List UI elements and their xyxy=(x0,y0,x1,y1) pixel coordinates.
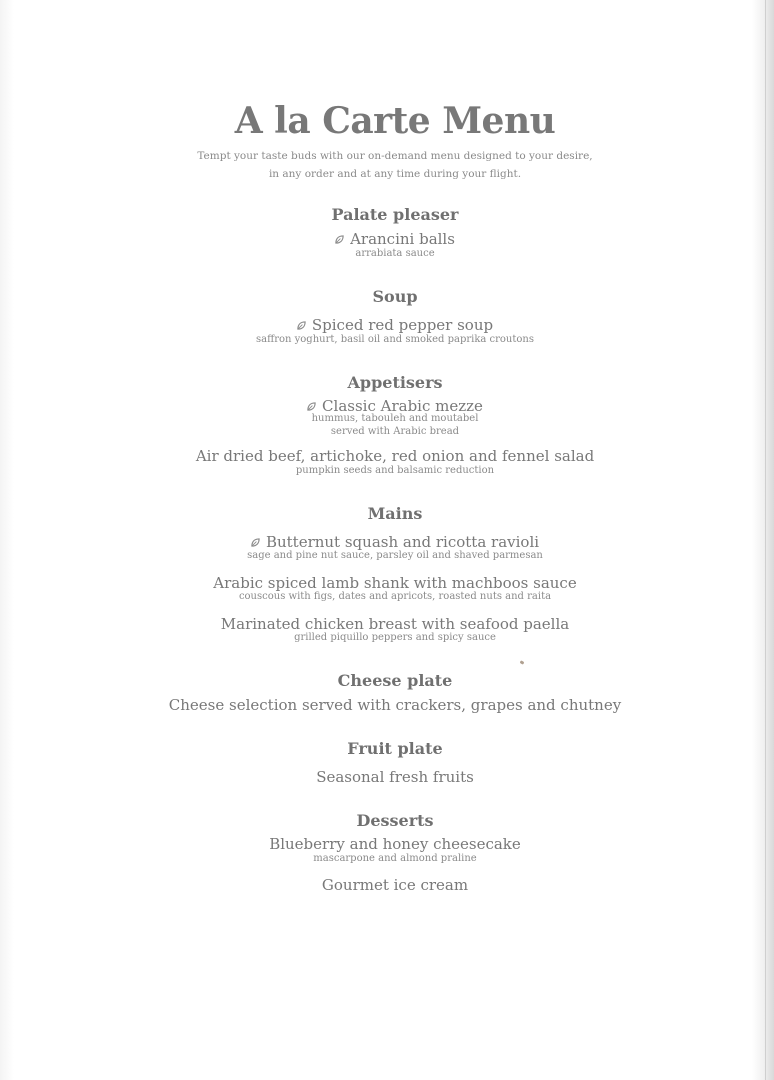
dish-marinated-chicken-breast: Marinated chicken breast with seafood paella xyxy=(220,615,570,633)
dish-arancini-balls xyxy=(0,230,774,248)
dish-blueberry-honey-cheesecake: Blueberry and honey cheesecake xyxy=(269,835,521,853)
vegetarian-leaf-icon xyxy=(297,321,306,330)
dish-description: mascarpone and almond praline xyxy=(313,853,477,864)
dish-cheese-selection: Cheese selection served with crackers, grapes and chutney xyxy=(168,696,622,714)
dish-name: Butternut squash and ricotta ravioli xyxy=(265,533,540,551)
dish-name: Arancini balls xyxy=(350,230,455,248)
section-heading-soup: Soup xyxy=(372,287,418,306)
dish-butternut-squash-ravioli xyxy=(0,533,774,551)
dish-name: Classic Arabic mezze xyxy=(322,397,483,415)
dish-description: couscous with figs, dates and apricots, roasted nuts and raita xyxy=(238,591,552,602)
section-heading-palate-pleaser: Palate pleaser xyxy=(331,205,459,224)
section-heading-desserts: Desserts xyxy=(356,811,434,830)
vegetarian-leaf-icon xyxy=(335,235,344,244)
section-heading-cheese-plate: Cheese plate xyxy=(337,671,453,690)
vegetarian-leaf-icon xyxy=(307,402,316,411)
dish-description: hummus, tabouleh and moutabel xyxy=(311,413,479,424)
dish-name: Spiced red pepper soup xyxy=(311,316,494,334)
menu-intro-line-2: in any order and at any time during your flight. xyxy=(268,168,522,180)
vegetarian-leaf-icon xyxy=(251,538,260,547)
paper-speck xyxy=(520,660,525,665)
dish-description: grilled piquillo peppers and spicy sauce xyxy=(294,632,496,643)
menu-intro-line-1: Tempt your taste buds with our on-demand menu designed to your desire, xyxy=(197,150,593,162)
menu-title: A la Carte Menu xyxy=(234,100,556,142)
dish-air-dried-beef-salad: Air dried beef, artichoke, red onion and fennel salad xyxy=(195,447,595,465)
section-heading-appetisers: Appetisers xyxy=(347,373,443,392)
dish-description: arrabiata sauce xyxy=(355,248,435,259)
section-heading-fruit-plate: Fruit plate xyxy=(347,739,443,758)
dish-spiced-red-pepper-soup xyxy=(0,316,774,334)
section-heading-mains: Mains xyxy=(367,504,423,523)
dish-description: sage and pine nut sauce, parsley oil and shaved parmesan xyxy=(247,550,543,561)
dish-description: saffron yoghurt, basil oil and smoked paprika croutons xyxy=(256,334,534,345)
dish-seasonal-fresh-fruits: Seasonal fresh fruits xyxy=(316,768,474,786)
dish-description-line-2: served with Arabic bread xyxy=(330,426,460,437)
dish-description: pumpkin seeds and balsamic reduction xyxy=(295,465,495,476)
dish-arabic-spiced-lamb-shank: Arabic spiced lamb shank with machboos sauce xyxy=(213,574,577,592)
dish-gourmet-ice-cream: Gourmet ice cream xyxy=(321,876,469,894)
